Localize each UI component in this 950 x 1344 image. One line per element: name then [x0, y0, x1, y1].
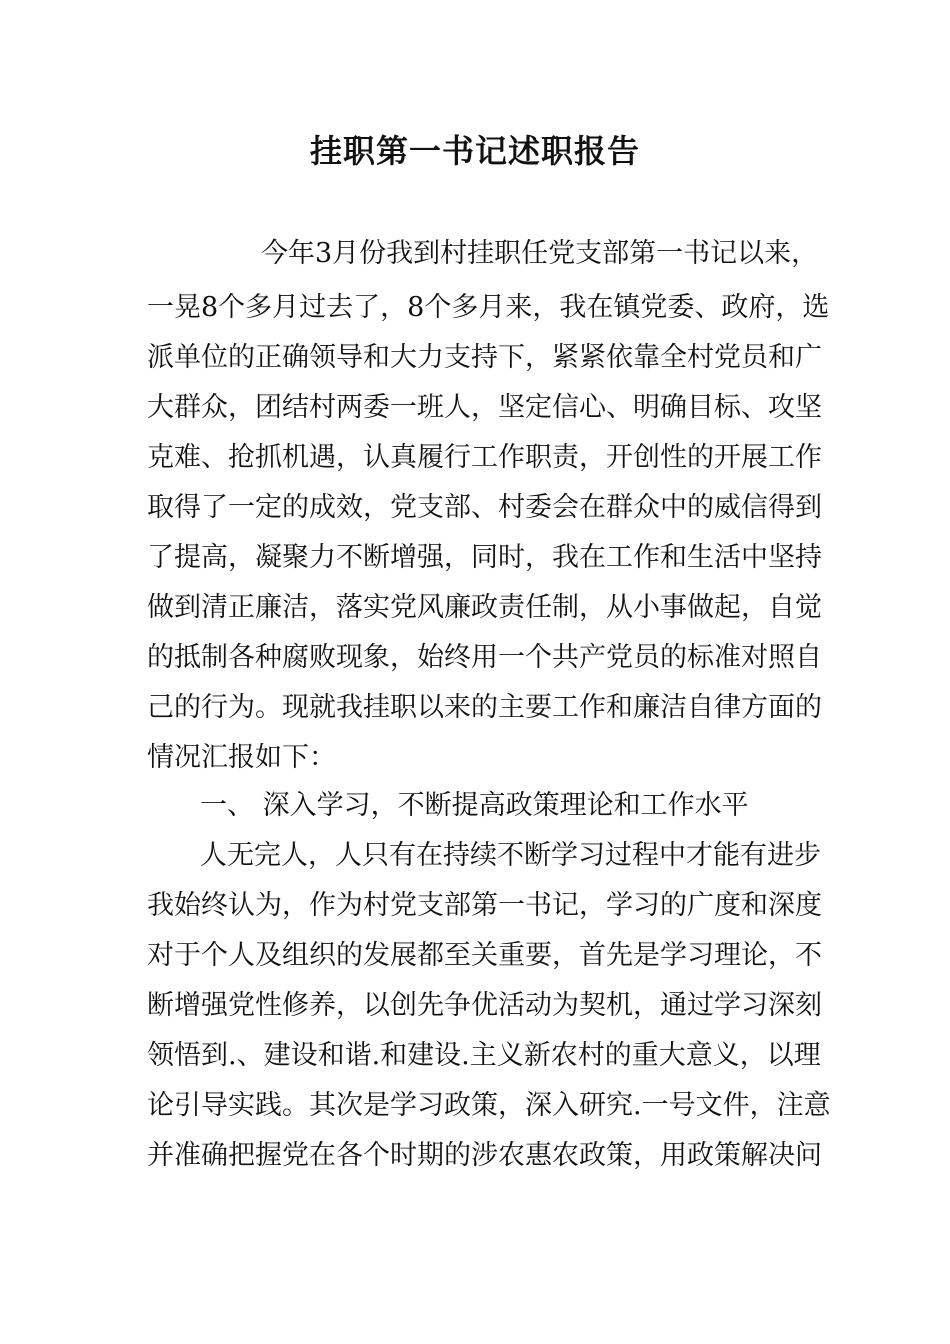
paragraph-line: 情况汇报如下：: [147, 742, 336, 773]
paragraph-line: 做到清正廉洁，落实党风廉政责任制，从小事做起，自觉: [147, 592, 822, 623]
paragraph-line: 对于个人及组织的发展都至关重要，首先是学习理论，不: [147, 940, 822, 971]
paragraph-line: 我始终认为，作为村党支部第一书记，学习的广度和深度: [147, 890, 822, 921]
paragraph-line: 取得了一定的成效，党支部、村委会在群众中的威信得到: [147, 492, 822, 523]
paragraph-line: 一晃8个多月过去了，8个多月来，我在镇党委、政府，选: [147, 292, 830, 323]
paragraph-line: 领悟到.、建设和谐.和建设.主义新农村的重大意义，以理: [147, 1040, 821, 1071]
paragraph-line: 今年3月份我到村挂职任党支部第一书记以来，: [261, 238, 819, 269]
paragraph-line: 派单位的正确领导和大力支持下，紧紧依靠全村党员和广: [147, 342, 822, 373]
paragraph-line: 断增强党性修养，以创先争优活动为契机，通过学习深刻: [147, 990, 822, 1021]
paragraph-line: 论引导实践。其次是学习政策，深入研究.一号文件，注意: [147, 1090, 831, 1121]
paragraph-line: 并准确把握党在各个时期的涉农惠农政策，用政策解决问: [147, 1140, 822, 1171]
paragraph-line: 大群众，团结村两委一班人，坚定信心、明确目标、攻坚: [147, 392, 822, 423]
paragraph-line: 克难、抢抓机遇，认真履行工作职责，开创性的开展工作: [147, 442, 822, 473]
paragraph-line: 人无完人，人只有在持续不断学习过程中才能有进步: [200, 840, 821, 871]
document-title: 挂职第一书记述职报告: [309, 132, 640, 170]
paragraph-line: 己的行为。现就我挂职以来的主要工作和廉洁自律方面的: [147, 692, 822, 723]
paragraph-line: 了提高，凝聚力不断增强，同时，我在工作和生活中坚持: [147, 542, 822, 573]
paragraph-line: 的抵制各种腐败现象，始终用一个共产党员的标准对照自: [147, 642, 822, 673]
section-heading: 一、 深入学习，不断提高政策理论和工作水平: [200, 790, 749, 821]
